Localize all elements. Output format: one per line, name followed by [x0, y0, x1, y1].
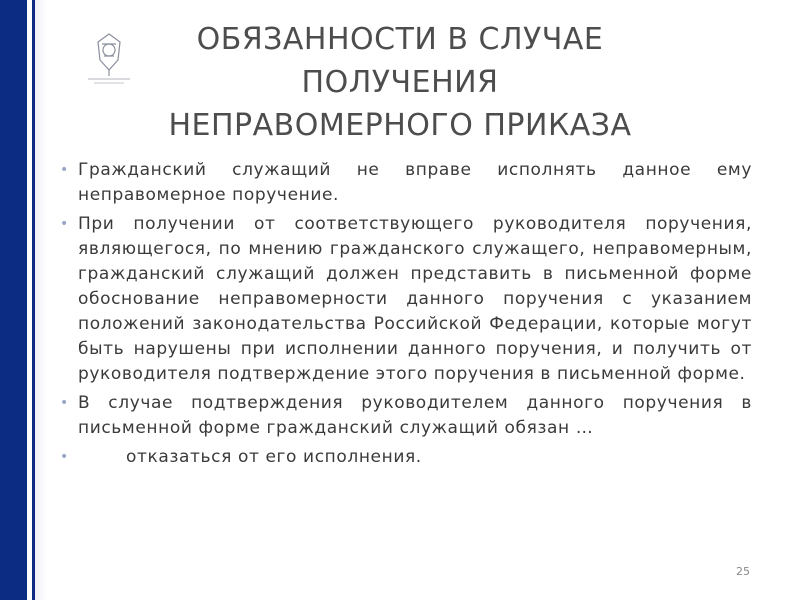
- list-item-text: отказаться от его исполнения.: [126, 447, 422, 467]
- list-item: [60, 391, 752, 441]
- list-item-text: В случае подтверждения руководителем данного поручения в письменной форме гражданский служащий обязан …: [78, 393, 752, 438]
- left-stripe: [35, 0, 47, 600]
- title-line-1: ОБЯЗАННОСТИ В СЛУЧАЕ: [196, 22, 604, 57]
- list-item: [60, 445, 752, 470]
- slide-title: [120, 18, 680, 147]
- bullet-list: [60, 158, 752, 470]
- bullet-icon: •: [60, 449, 69, 465]
- left-accent-bar: [0, 0, 27, 600]
- bullet-icon: •: [60, 216, 69, 232]
- title-line-3: НЕПРАВОМЕРНОГО ПРИКАЗА: [168, 108, 632, 143]
- bullet-icon: •: [60, 395, 69, 411]
- list-item: [60, 212, 752, 387]
- list-item-text: Гражданский служащий не вправе исполнять данное ему неправомерное поручение.: [78, 160, 752, 205]
- page-number: 25: [736, 565, 750, 578]
- title-line-2: ПОЛУЧЕНИЯ: [301, 65, 499, 100]
- bullet-icon: •: [60, 162, 69, 178]
- list-item-text: При получении от соответствующего руководителя поручения, являющегося, по мнению гражданского служащего, неправомерным, гражданский служащий должен представить в письменной форме обоснование неправомерности данного поручения с указанием положений законодательства Российской Федерации, которые могут быть нарушены при исполнении данного поручения, и получить от руководителя подтверждение этого поручения в письменной форме.: [78, 214, 752, 384]
- list-item: [60, 158, 752, 208]
